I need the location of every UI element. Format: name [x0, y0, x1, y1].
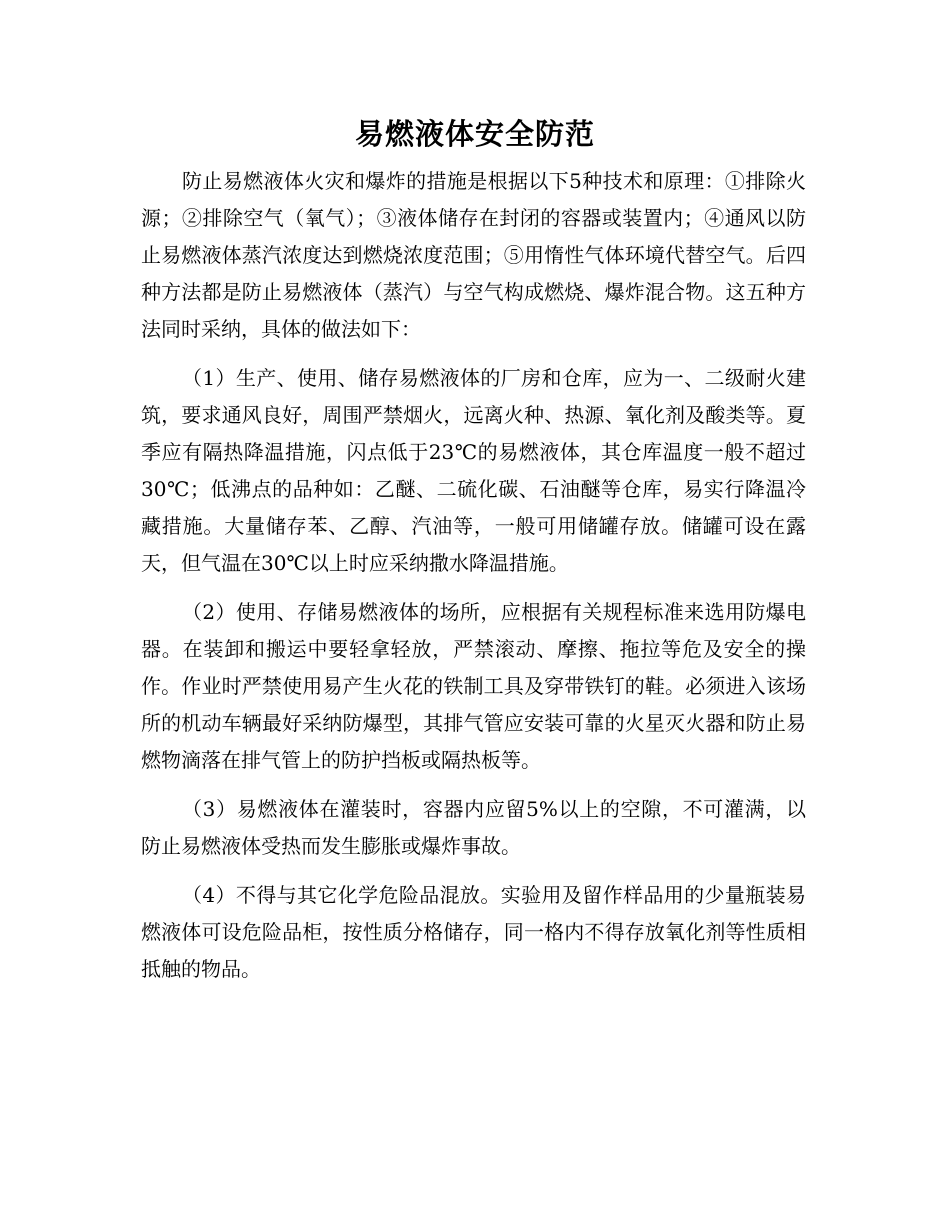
document-body — [141, 163, 806, 988]
measure-paragraph-1: （1）生产、使用、储存易燃液体的厂房和仓库，应为一、二级耐火建筑，要求通风良好，周围严禁烟火，远离火种、热源、氧化剂及酸类等。夏季应有隔热降温措施，闪点低于23℃的易燃液体，其仓库温度一般不超过30℃；低沸点的品种如：乙醚、二硫化碳、石油醚等仓库，易实行降温冷藏措施。大量储存苯、乙醇、汽油等，一般可用储罐存放。储罐可设在露天，但气温在30℃以上时应采纳撒水降温措施。 — [141, 366, 806, 575]
document-title: 易燃液体安全防范 — [354, 117, 595, 151]
intro-paragraph: 防止易燃液体火灾和爆炸的措施是根据以下5种技术和原理：①排除火源；②排除空气（氧气）；③液体储存在封闭的容器或装置内；④通风以防止易燃液体蒸汽浓度达到燃烧浓度范围；⑤用惰性气体环境代替空气。后四种方法都是防止易燃液体（蒸汽）与空气构成燃烧、爆炸混合物。这五种方法同时采纳，具体的做法如下： — [141, 169, 806, 341]
measure-paragraph-3: （3）易燃液体在灌装时，容器内应留5%以上的空隙，不可灌满，以防止易燃液体受热而发生膨胀或爆炸事故。 — [141, 797, 806, 858]
measure-paragraph-2: （2）使用、存储易燃液体的场所，应根据有关规程标准来选用防爆电器。在装卸和搬运中要轻拿轻放，严禁滚动、摩擦、拖拉等危及安全的操作。作业时严禁使用易产生火花的铁制工具及穿带铁钉的鞋。必须进入该场所的机动车辆最好采纳防爆型，其排气管应安装可靠的火星灭火器和防止易燃物滴落在排气管上的防护挡板或隔热板等。 — [141, 600, 806, 772]
measure-paragraph-4: （4）不得与其它化学危险品混放。实验用及留作样品用的少量瓶装易燃液体可设危险品柜，按性质分格储存，同一格内不得存放氧化剂等性质相抵触的物品。 — [141, 883, 806, 981]
